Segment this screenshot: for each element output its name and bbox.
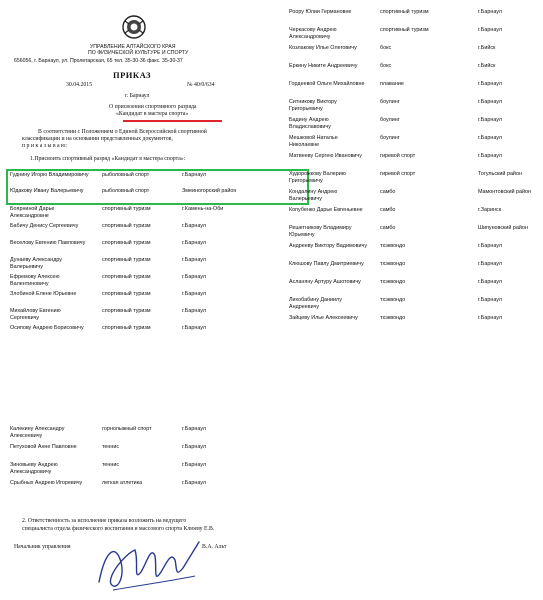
preamble-line1: В соответствии с Положением о Единой Всероссийской спортивной (38, 129, 207, 135)
signer-name: В.А. Альт (202, 544, 227, 550)
city: Мамонтовский район (478, 189, 531, 195)
person-name: Мешковой Наталье Николаевне (289, 135, 338, 148)
person-name: Бабичу Денису Сергеевичу (10, 223, 79, 229)
sport-type: тхэквондо (380, 297, 406, 303)
sport-type: горнолыжный спорт (102, 426, 152, 432)
sport-type: самбо (380, 225, 396, 231)
person-name: Решетникову Владимиру Юрьевичу (289, 225, 352, 238)
signer-title: Начальник управления (14, 544, 71, 550)
city: г.Барнаул (182, 308, 206, 314)
city: г.Барнаул (182, 240, 206, 246)
city: г.Барнаул (182, 325, 206, 331)
city: г.Барнаул (478, 135, 502, 141)
city: г.Барнаул (478, 261, 502, 267)
city: г.Барнаул (478, 27, 502, 33)
city: г.Барнаул (478, 9, 502, 15)
person-name: Гуднину Игорю Владимировичу (10, 172, 89, 178)
sport-type: спортивный туризм (102, 223, 151, 229)
person-name: Срыбных Андрею Игоревичу (10, 480, 83, 486)
city: г.Барнаул (182, 444, 206, 450)
person-name: Кондалину Андрею Валерьевичу (289, 189, 338, 202)
sport-type: тхэквондо (380, 243, 406, 249)
order-item2-line1: 2. Ответственность за исполнение приказа возложить на ведущего (22, 518, 187, 524)
city: г.Камень-на-Оби (182, 206, 224, 212)
person-name: Еркину Никите Андреевичу (289, 63, 358, 69)
sport-type: бокс (380, 45, 392, 51)
order-date: 30.04.2015 (66, 82, 93, 88)
person-name: Осипову Андрею Борисовичу (10, 325, 84, 331)
sport-type: спортивный туризм (102, 257, 151, 263)
person-name: Лихобабину Даниилу Андреевичу (289, 297, 342, 310)
sport-type: спортивный туризм (102, 206, 151, 212)
city: Шипуновский район (478, 225, 528, 231)
person-name: Андрееву Виктору Вадимовичу (289, 243, 368, 249)
city: г.Барнаул (182, 274, 206, 280)
person-name: Гордеевой Ольге Михайловне (289, 81, 365, 87)
city: г.Барнаул (478, 99, 502, 105)
coat-of-arms-emblem (121, 14, 147, 40)
sport-type: самбо (380, 189, 396, 195)
sport-type: теннис (102, 462, 120, 468)
sport-type: легкая атлетика (102, 480, 143, 486)
order-city: г. Барнаул (125, 93, 150, 99)
person-name: Роору Юлии Германовне (289, 9, 352, 15)
preamble-line2: классификации и на основании представленных документов, (22, 136, 173, 142)
city: Змеиногорский район (182, 188, 237, 194)
sport-type: тхэквондо (380, 261, 406, 267)
person-name: Матвееву Сергею Ивановичу (289, 153, 362, 159)
sport-type: рыболовный спорт (102, 172, 150, 178)
person-name: Петуховой Анне Павловне (10, 444, 77, 450)
city: г.Барнаул (478, 81, 502, 87)
order-subject-line1: О присвоении спортивного разряда (109, 104, 197, 110)
city: Тогульский район (478, 171, 522, 177)
city: г.Барнаул (182, 257, 206, 263)
person-name: Зайцеву Илье Алексеевичу (289, 315, 358, 321)
sport-type: гиревой спорт (380, 153, 416, 159)
person-name: Бадину Андрею Владиславовичу (289, 117, 331, 130)
sport-type: боулинг (380, 99, 400, 105)
prikazyvayu-text: п р и к а з ы в а ю: (22, 143, 67, 149)
sport-type: спортивный туризм (102, 308, 151, 314)
city: г.Барнаул (478, 117, 502, 123)
sport-type: бокс (380, 63, 392, 69)
city: г.Барнаул (182, 291, 206, 297)
person-name: Черкасову Андрею Александровичу (289, 27, 337, 40)
person-name: Злобиной Елене Юрьевне (10, 291, 77, 297)
person-name: Дунаеву Александру Валерьевичу (10, 257, 62, 270)
sport-type: плавание (380, 81, 404, 87)
org-address: 656056, г. Барнаул, ул. Пролетарская, 65 тел. 35-30-36 факс. 35-30-37 (14, 58, 183, 64)
subject-underline (123, 120, 222, 122)
person-name: Михайлову Евгению Сергеевичу (10, 308, 61, 321)
person-name: Боярниной Дарье Александровне (10, 206, 55, 219)
sport-type: рыболовный спорт (102, 188, 150, 194)
sport-type: теннис (102, 444, 120, 450)
person-name: Юдакову Ивану Валерьевичу (10, 188, 84, 194)
city: г.Барнаул (182, 426, 206, 432)
city: г.Барнаул (478, 297, 502, 303)
city: г.Барнаул (182, 462, 206, 468)
person-name: Копубенко Дарье Евгеньевне (289, 207, 363, 213)
person-name: Зиновьеву Андрею Александровичу (10, 462, 58, 475)
sport-type: спортивный туризм (102, 240, 151, 246)
city: г.Бийск (478, 45, 496, 51)
city: г.Барнаул (478, 279, 502, 285)
handwritten-signature (95, 532, 205, 597)
sport-type: спортивный туризм (380, 27, 429, 33)
sport-type: спортивный туризм (102, 325, 151, 331)
person-name: Ефремову Алексею Валентиновичу (10, 274, 60, 287)
person-name: Веселову Евгению Павловичу (10, 240, 86, 246)
sport-type: самбо (380, 207, 396, 213)
city: г.Барнаул (182, 480, 206, 486)
city: г.Заринск (478, 207, 502, 213)
sport-type: гиревой спорт (380, 171, 416, 177)
order-item2-line2: специалиста отдела физического воспитания и массового спорта Клюеву Е.В. (22, 526, 215, 532)
person-name: Клюшову Павлу Дмитриевичу (289, 261, 364, 267)
city: г.Бийск (478, 63, 496, 69)
city: г.Барнаул (478, 243, 502, 249)
order-subject-line2: «Кандидат в мастера спорта» (116, 111, 189, 117)
city: г.Барнаул (478, 153, 502, 159)
person-name: Ситникову Виктору Григорьевичу (289, 99, 337, 112)
sport-type: спортивный туризм (380, 9, 429, 15)
sport-type: тхэквондо (380, 279, 406, 285)
city: г.Барнаул (478, 315, 502, 321)
order-item1: 1.Присвоить спортивный разряд «Кандидат в мастера спорта»: (30, 156, 186, 162)
sport-type: тхэквондо (380, 315, 406, 321)
person-name: Козлакову Илье Олеговичу (289, 45, 357, 51)
org-name-line2: ПО ФИЗИЧЕСКОЙ КУЛЬТУРЕ И СПОРТУ (88, 50, 189, 56)
org-name-line1: УПРАВЛЕНИЕ АЛТАЙСКОГО КРАЯ (90, 44, 176, 50)
sport-type: спортивный туризм (102, 291, 151, 297)
city: г.Барнаул (182, 172, 206, 178)
city: г.Барнаул (182, 223, 206, 229)
sport-type: боулинг (380, 117, 400, 123)
sport-type: спортивный туризм (102, 274, 151, 280)
sport-type: боулинг (380, 135, 400, 141)
person-name: Асланяну Артуру Ашотовичу (289, 279, 361, 285)
person-name: Худорожкову Валерию Григорьевичу (289, 171, 346, 184)
person-name: Калекину Александру Алексеевичу (10, 426, 65, 439)
order-number: № 40/0/634 (187, 82, 215, 88)
order-title: ПРИКАЗ (113, 70, 151, 80)
